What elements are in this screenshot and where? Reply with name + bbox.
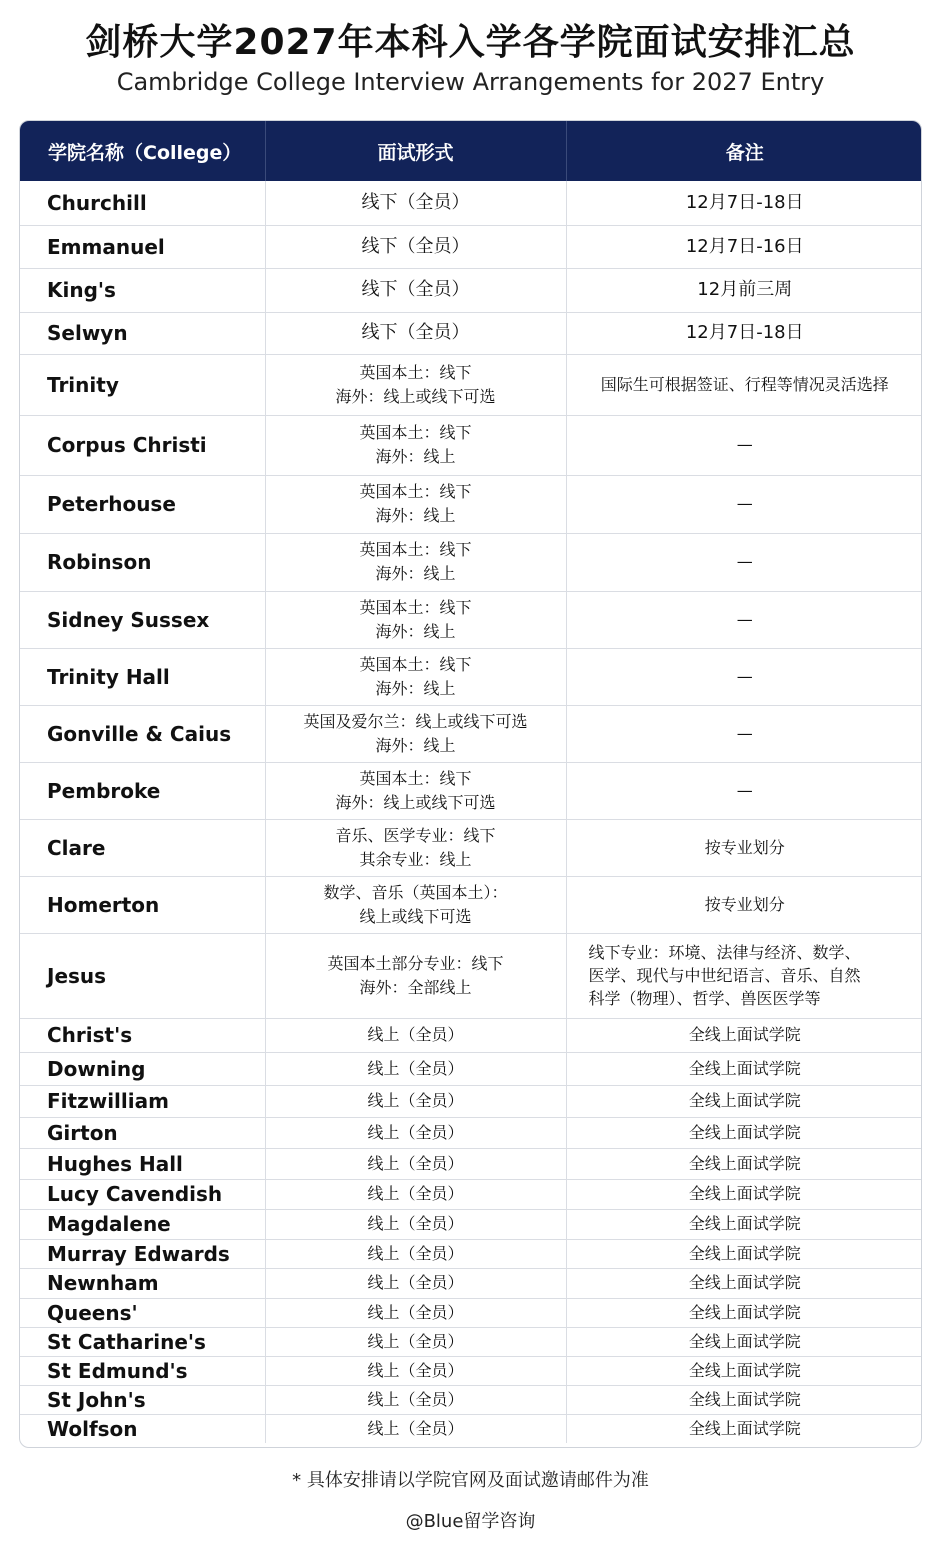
interview-note: [566, 1179, 922, 1209]
interview-note: [566, 312, 922, 354]
interview-format: [265, 225, 566, 268]
interview-note: [566, 762, 922, 819]
table-row: [20, 354, 922, 415]
dash-placeholder: —: [736, 666, 753, 686]
header-note: 备注: [566, 121, 922, 181]
interview-table: [20, 121, 922, 1443]
college-name: Newnham: [20, 1268, 265, 1298]
format-line: 音乐、医学专业：线下: [335, 825, 496, 845]
note-line: 按专业划分: [704, 894, 785, 914]
dash-placeholder: —: [736, 780, 753, 800]
interview-note: [566, 1414, 922, 1443]
table-row: [20, 225, 922, 268]
format-line: 线上（全员）: [367, 1214, 464, 1233]
college-name: Jesus: [20, 933, 265, 1018]
footnote: * 具体安排请以学院官网及面试邀请邮件为准: [292, 1470, 649, 1491]
format-line: 海外：线上或线下可选: [335, 792, 496, 812]
table-header-row: [20, 121, 922, 181]
format-line: 海外：线上或线下可选: [335, 386, 496, 406]
interview-format: [265, 415, 566, 475]
table-row: [20, 1327, 922, 1356]
format-line: 线上（全员）: [367, 1302, 464, 1322]
college-name: Lucy Cavendish: [20, 1179, 265, 1209]
format-line: 线上（全员）: [367, 1091, 464, 1110]
college-name: Murray Edwards: [20, 1239, 265, 1268]
format-line: 海外：线上: [375, 447, 456, 466]
dash-placeholder: —: [736, 609, 753, 629]
interview-format: [265, 591, 566, 648]
table-row: [20, 1148, 922, 1179]
format-line: 线上（全员）: [367, 1058, 464, 1078]
interview-format: [265, 312, 566, 354]
format-line: 线下（全员）: [361, 279, 470, 300]
interview-format: [265, 533, 566, 591]
table-row: [20, 819, 922, 876]
interview-format: [265, 933, 566, 1018]
interview-note: [566, 648, 922, 705]
note-line: 全线上面试学院: [688, 1418, 801, 1438]
interview-note: [566, 1268, 922, 1298]
interview-note: [566, 1356, 922, 1385]
page-title: 剑桥大学2027年本科入学各学院面试安排汇总: [85, 22, 856, 63]
college-name: Trinity: [20, 354, 265, 415]
interview-format: [265, 354, 566, 415]
note-line: 12月7日-18日: [685, 191, 804, 213]
college-name: Girton: [20, 1117, 265, 1148]
header-college: 学院名称（College）: [20, 121, 265, 181]
interview-format: [265, 475, 566, 533]
note-line: 全线上面试学院: [688, 1331, 801, 1351]
table-row: [20, 312, 922, 354]
interview-note: [566, 268, 922, 312]
format-line: 线上（全员）: [367, 1025, 464, 1044]
interview-note: [566, 1385, 922, 1414]
interview-format: [265, 648, 566, 705]
note-line: 12月7日-16日: [685, 235, 804, 257]
college-name: Homerton: [20, 876, 265, 933]
interview-format: [265, 876, 566, 933]
table-row: [20, 1052, 922, 1085]
college-name: Fitzwilliam: [20, 1085, 265, 1117]
format-line: 英国本土部分专业：线下: [327, 953, 504, 973]
college-name: Wolfson: [20, 1414, 265, 1443]
interview-note: [566, 1052, 922, 1085]
dash-placeholder: —: [736, 435, 753, 454]
college-name: Clare: [20, 819, 265, 876]
interview-format: [265, 181, 566, 225]
table-row: [20, 933, 922, 1018]
interview-format: [265, 819, 566, 876]
college-name: Peterhouse: [20, 475, 265, 533]
format-line: 英国本土：线下: [359, 423, 472, 442]
interview-format: [265, 1209, 566, 1239]
interview-table-container: [19, 120, 922, 1448]
table-row: [20, 1085, 922, 1117]
interview-note: [566, 1148, 922, 1179]
interview-format: [265, 1018, 566, 1052]
table-row: [20, 1239, 922, 1268]
format-line: 其余专业：线上: [359, 849, 472, 869]
interview-format: [265, 1414, 566, 1443]
dash-placeholder: —: [736, 552, 753, 571]
format-line: 线上（全员）: [367, 1153, 464, 1173]
format-line: 线上（全员）: [367, 1273, 464, 1292]
table-row: [20, 1298, 922, 1327]
format-line: 海外：线上: [375, 506, 456, 525]
credit-text: @Blue留学咨询: [405, 1511, 536, 1532]
dash-placeholder: —: [736, 723, 753, 743]
format-line: 海外：线上: [375, 735, 456, 755]
college-name: Pembroke: [20, 762, 265, 819]
format-line: 英国本土：线下: [359, 362, 472, 382]
interview-format: [265, 1239, 566, 1268]
note-line: 全线上面试学院: [688, 1273, 801, 1292]
format-line: 线上（全员）: [367, 1389, 464, 1409]
interview-format: [265, 1117, 566, 1148]
table-row: [20, 181, 922, 225]
format-line: 线上（全员）: [367, 1184, 464, 1203]
note-line: 全线上面试学院: [688, 1214, 801, 1233]
table-row: [20, 475, 922, 533]
format-line: 英国本土：线下: [359, 540, 472, 559]
college-name: Downing: [20, 1052, 265, 1085]
note-line: 全线上面试学院: [688, 1184, 801, 1203]
table-row: [20, 705, 922, 762]
format-line: 线下（全员）: [361, 235, 470, 257]
interview-note: [566, 1327, 922, 1356]
table-row: [20, 268, 922, 312]
interview-note: [566, 1085, 922, 1117]
table-row: [20, 1179, 922, 1209]
college-name: Robinson: [20, 533, 265, 591]
note-line: 全线上面试学院: [688, 1058, 801, 1078]
interview-note: [566, 415, 922, 475]
note-line: 全线上面试学院: [688, 1360, 801, 1380]
note-line: 医学、现代与中世纪语言、音乐、自然: [588, 966, 861, 985]
note-line: 全线上面试学院: [688, 1389, 801, 1409]
table-row: [20, 648, 922, 705]
interview-note: [566, 591, 922, 648]
dash-placeholder: —: [736, 494, 753, 513]
interview-note: [566, 354, 922, 415]
college-name: Christ's: [20, 1018, 265, 1052]
note-line: 全线上面试学院: [688, 1302, 801, 1322]
interview-format: [265, 1179, 566, 1209]
note-line: 科学（物理）、哲学、兽医医学等: [588, 989, 821, 1008]
college-name: Queens': [20, 1298, 265, 1327]
college-name: Trinity Hall: [20, 648, 265, 705]
format-line: 英国及爱尔兰：线上或线下可选: [303, 711, 528, 731]
interview-note: [566, 533, 922, 591]
note-line: 全线上面试学院: [688, 1091, 801, 1110]
format-line: 数学、音乐（英国本土）：: [323, 882, 508, 902]
note-line: 12月7日-18日: [685, 322, 804, 343]
interview-note: [566, 1239, 922, 1268]
college-name: Hughes Hall: [20, 1148, 265, 1179]
format-line: 英国本土：线下: [359, 654, 472, 674]
table-row: [20, 1018, 922, 1052]
format-line: 线下（全员）: [361, 191, 470, 213]
table-row: [20, 876, 922, 933]
college-name: St Edmund's: [20, 1356, 265, 1385]
college-name: Gonville & Caius: [20, 705, 265, 762]
format-line: 海外：全部线上: [359, 977, 472, 997]
college-name: Magdalene: [20, 1209, 265, 1239]
interview-format: [265, 1052, 566, 1085]
page-subtitle: Cambridge College Interview Arrangements for 2027 Entry: [116, 68, 825, 96]
interview-format: [265, 1268, 566, 1298]
note-line: 全线上面试学院: [688, 1122, 801, 1142]
interview-note: [566, 705, 922, 762]
format-line: 线上或线下可选: [359, 906, 472, 926]
note-line: 12月前三周: [697, 279, 793, 300]
format-line: 英国本土：线下: [359, 482, 472, 501]
interview-note: [566, 181, 922, 225]
interview-format: [265, 1385, 566, 1414]
table-row: [20, 533, 922, 591]
interview-note: [566, 1209, 922, 1239]
interview-note: [566, 819, 922, 876]
college-name: Churchill: [20, 181, 265, 225]
table-row: [20, 1385, 922, 1414]
interview-note: [566, 876, 922, 933]
college-name: Sidney Sussex: [20, 591, 265, 648]
note-line: 全线上面试学院: [688, 1025, 801, 1044]
format-line: 海外：线上: [375, 621, 456, 641]
college-name: St Catharine's: [20, 1327, 265, 1356]
format-line: 线上（全员）: [367, 1418, 464, 1438]
interview-note: [566, 1018, 922, 1052]
interview-format: [265, 268, 566, 312]
table-row: [20, 1414, 922, 1443]
interview-format: [265, 1356, 566, 1385]
interview-format: [265, 705, 566, 762]
format-line: 海外：线上: [375, 678, 456, 698]
format-line: 线上（全员）: [367, 1360, 464, 1380]
college-name: St John's: [20, 1385, 265, 1414]
interview-format: [265, 762, 566, 819]
interview-note: [566, 475, 922, 533]
note-line: 线下专业：环境、法律与经济、数学、: [588, 943, 861, 962]
format-line: 线上（全员）: [367, 1331, 464, 1351]
table-row: [20, 1117, 922, 1148]
format-line: 线上（全员）: [367, 1243, 464, 1263]
college-name: Selwyn: [20, 312, 265, 354]
note-line: 国际生可根据签证、行程等情况灵活选择: [600, 374, 889, 394]
college-name: Corpus Christi: [20, 415, 265, 475]
table-row: [20, 762, 922, 819]
format-line: 线上（全员）: [367, 1122, 464, 1142]
format-line: 海外：线上: [375, 564, 456, 583]
table-row: [20, 415, 922, 475]
interview-format: [265, 1298, 566, 1327]
note-line: 按专业划分: [704, 837, 785, 857]
format-line: 英国本土：线下: [359, 597, 472, 617]
note-line: 全线上面试学院: [688, 1243, 801, 1263]
college-name: King's: [20, 268, 265, 312]
interview-format: [265, 1148, 566, 1179]
table-row: [20, 591, 922, 648]
table-body: [20, 181, 922, 1443]
interview-note: [566, 933, 922, 1018]
note-line: 全线上面试学院: [688, 1153, 801, 1173]
interview-format: [265, 1327, 566, 1356]
interview-format: [265, 1085, 566, 1117]
interview-note: [566, 1117, 922, 1148]
interview-note: [566, 225, 922, 268]
header-format: 面试形式: [265, 121, 566, 181]
table-row: [20, 1356, 922, 1385]
interview-note: [566, 1298, 922, 1327]
table-row: [20, 1268, 922, 1298]
format-line: 英国本土：线下: [359, 768, 472, 788]
format-line: 线下（全员）: [361, 322, 470, 343]
table-row: [20, 1209, 922, 1239]
college-name: Emmanuel: [20, 225, 265, 268]
